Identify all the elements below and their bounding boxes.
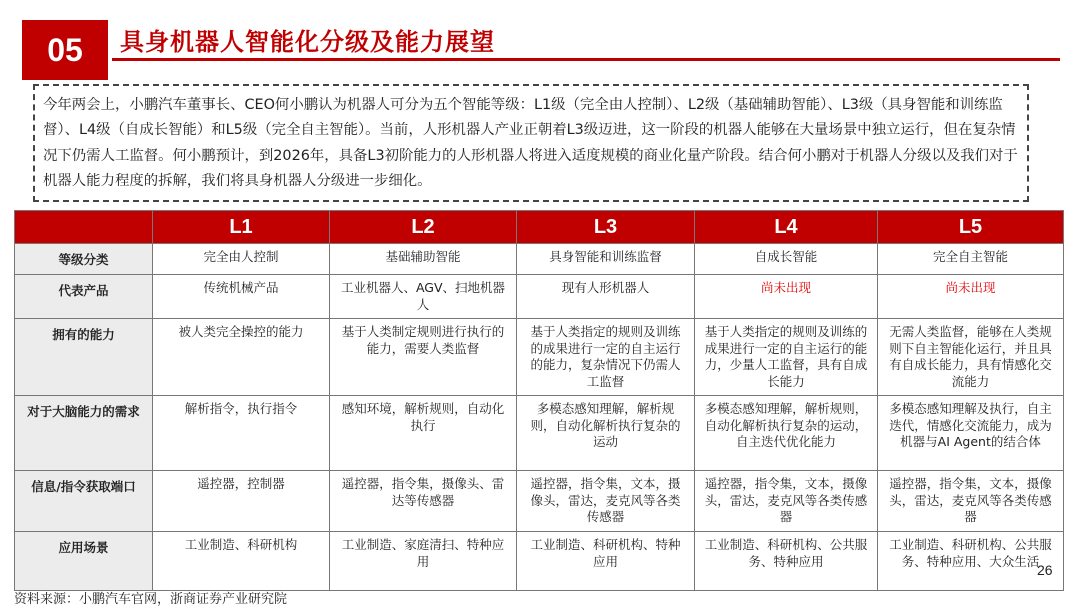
row-header: 对于大脑能力的需求 bbox=[15, 396, 153, 471]
title-underline bbox=[112, 58, 1060, 61]
table-cell: 自成长智能 bbox=[695, 244, 878, 275]
table-cell: 工业制造、科研机构 bbox=[153, 532, 330, 591]
table-header-row bbox=[15, 211, 1064, 244]
row-header: 等级分类 bbox=[15, 244, 153, 275]
table-row-application-scenarios bbox=[15, 532, 1064, 591]
table-corner-cell bbox=[15, 211, 153, 244]
robot-level-table bbox=[14, 210, 1064, 591]
table-cell: 遥控器，控制器 bbox=[153, 471, 330, 532]
table-cell: 感知环境，解析规则，自动化执行 bbox=[330, 396, 517, 471]
table-cell: 基础辅助智能 bbox=[330, 244, 517, 275]
table-cell: 遥控器，指令集，文本，摄像头，雷达，麦克风等各类传感器 bbox=[517, 471, 695, 532]
column-header-l4: L4 bbox=[695, 211, 878, 244]
column-header-l2: L2 bbox=[330, 211, 517, 244]
table-cell: 基于人类指定的规则及训练的成果进行一定的自主运行的能力，少量人工监督，具有自成长能力 bbox=[695, 319, 878, 396]
table-cell: 被人类完全操控的能力 bbox=[153, 319, 330, 396]
table-cell: 多模态感知理解及执行，自主迭代，情感化交流能力，成为机器与AI Agent的结合体 bbox=[878, 396, 1064, 471]
table-cell-highlight: 尚未出现 bbox=[695, 275, 878, 319]
section-number-badge bbox=[22, 20, 108, 80]
table-cell: 遥控器，指令集，文本，摄像头，雷达，麦克风等各类传感器 bbox=[878, 471, 1064, 532]
intro-text: 今年两会上，小鹏汽车董事长、CEO何小鹏认为机器人可分为五个智能等级：L1级（完全由人控制）、L2级（基础辅助智能）、L3级（具身智能和训练监督）、L4级（自成长智能）和L5级（完全自主智能）。当前，人形机器人产业正朝着L3级迈进，这一阶段的机器人能够在大量场景中独立运行，但在复杂情况下仍需人工监督。何小鹏预计，到2026年，具备L3初阶能力的人形机器人将进入适度规模的商业化量产阶段。结合何小鹏对于机器人分级以及我们对于机器人能力程度的拆解，我们将具身机器人分级进一步细化。 bbox=[43, 97, 1018, 190]
table-cell: 工业制造、科研机构、公共服务、特种应用、大众生活 bbox=[878, 532, 1064, 591]
row-header: 应用场景 bbox=[15, 532, 153, 591]
table-cell: 遥控器，指令集，文本，摄像头，雷达，麦克风等各类传感器 bbox=[695, 471, 878, 532]
intro-box bbox=[33, 84, 1029, 202]
row-header: 代表产品 bbox=[15, 275, 153, 319]
table-cell: 基于人类指定的规则及训练的成果进行一定的自主运行的能力，复杂情况下仍需人工监督 bbox=[517, 319, 695, 396]
table-cell: 传统机械产品 bbox=[153, 275, 330, 319]
source-note: 资料来源：小鹏汽车官网，浙商证券产业研究院 bbox=[14, 592, 288, 607]
section-number: 05 bbox=[47, 31, 83, 68]
table-cell: 无需人类监督，能够在人类规则下自主智能化运行，并且具有自成长能力，具有情感化交流能力 bbox=[878, 319, 1064, 396]
table-row-capabilities bbox=[15, 319, 1064, 396]
table-cell: 多模态感知理解，解析规则，自动化解析执行复杂的运动 bbox=[517, 396, 695, 471]
table-cell: 具身智能和训练监督 bbox=[517, 244, 695, 275]
table-row-brain-requirements bbox=[15, 396, 1064, 471]
table-cell: 基于人类制定规则进行执行的能力，需要人类监督 bbox=[330, 319, 517, 396]
table-cell: 遥控器，指令集，摄像头、雷达等传感器 bbox=[330, 471, 517, 532]
column-header-l1: L1 bbox=[153, 211, 330, 244]
table-cell: 完全自主智能 bbox=[878, 244, 1064, 275]
table-cell: 解析指令，执行指令 bbox=[153, 396, 330, 471]
table-row-level-category bbox=[15, 244, 1064, 275]
table-cell: 现有人形机器人 bbox=[517, 275, 695, 319]
column-header-l3: L3 bbox=[517, 211, 695, 244]
row-header: 信息/指令获取端口 bbox=[15, 471, 153, 532]
table-cell: 工业制造、家庭清扫、特种应用 bbox=[330, 532, 517, 591]
table-cell: 工业制造、科研机构、公共服务、特种应用 bbox=[695, 532, 878, 591]
column-header-l5: L5 bbox=[878, 211, 1064, 244]
page-title: 具身机器人智能化分级及能力展望 bbox=[120, 28, 495, 56]
table-cell: 工业制造、科研机构、特种应用 bbox=[517, 532, 695, 591]
page-number: 26 bbox=[1037, 562, 1053, 578]
table-row-representative-products bbox=[15, 275, 1064, 319]
table-cell: 多模态感知理解，解析规则，自动化解析执行复杂的运动，自主迭代优化能力 bbox=[695, 396, 878, 471]
row-header: 拥有的能力 bbox=[15, 319, 153, 396]
table-cell: 工业机器人、AGV、扫地机器人 bbox=[330, 275, 517, 319]
table-cell-highlight: 尚未出现 bbox=[878, 275, 1064, 319]
table-cell: 完全由人控制 bbox=[153, 244, 330, 275]
table-row-input-ports bbox=[15, 471, 1064, 532]
